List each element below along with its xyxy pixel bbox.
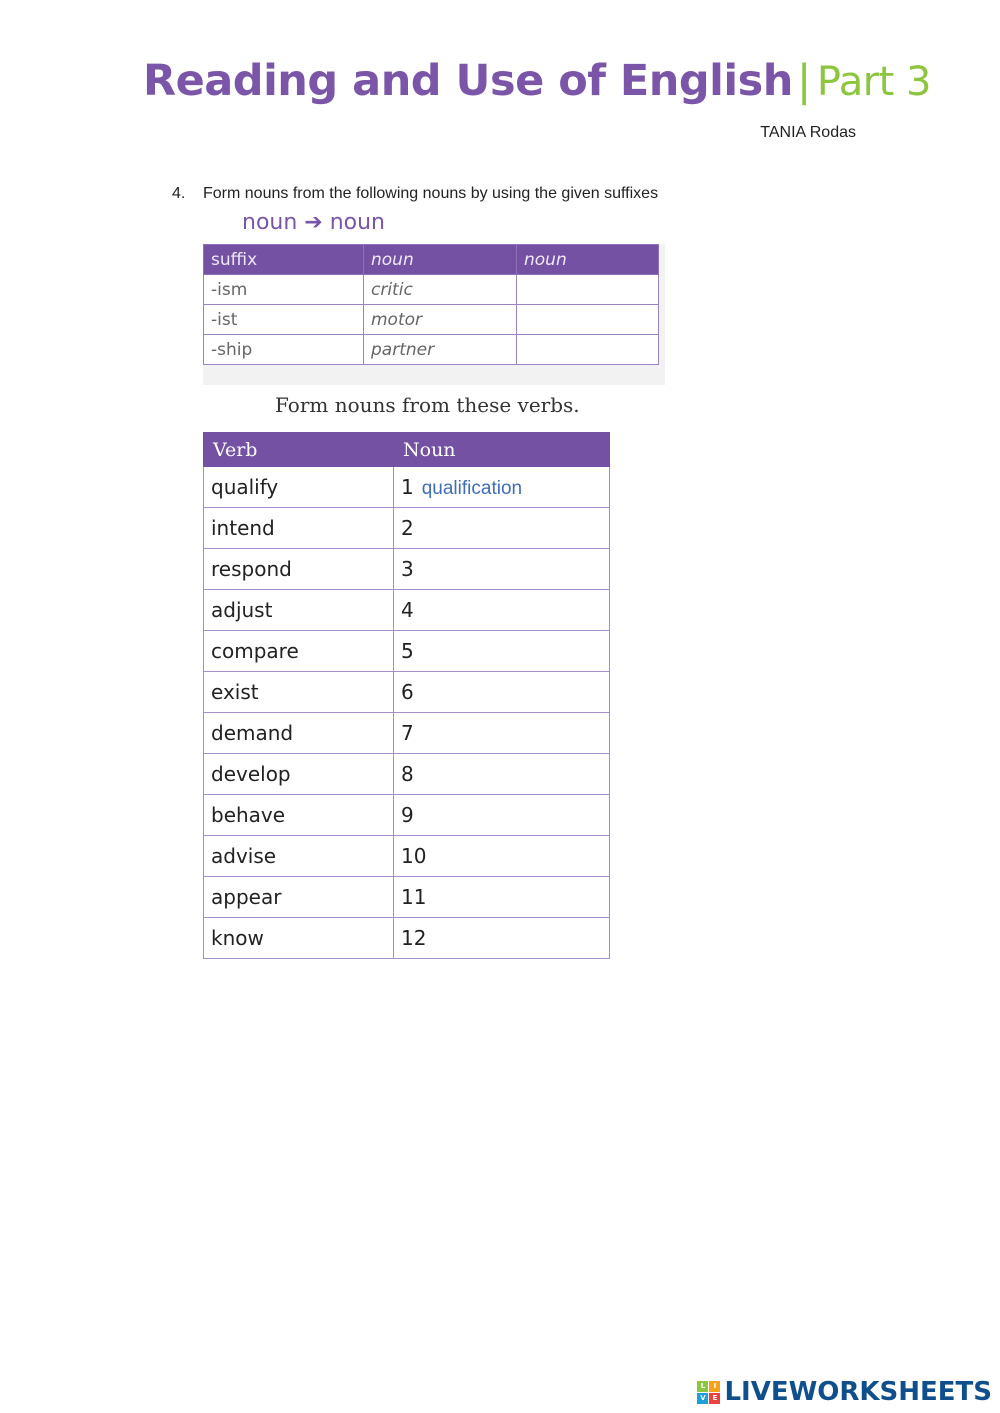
suffix-table-header-row <box>204 245 659 275</box>
verbs-heading: Form nouns from these verbs. <box>275 393 580 417</box>
exercise-instruction <box>172 185 658 203</box>
noun-answer-cell <box>394 713 610 754</box>
exercise-number: 4. <box>172 185 186 202</box>
answer-input-critic[interactable] <box>517 275 659 305</box>
verb-cell: demand <box>204 713 394 754</box>
table-row <box>204 335 659 365</box>
noun-cell: critic <box>364 275 517 305</box>
noun-answer-cell <box>394 754 610 795</box>
item-number: 8 <box>401 761 414 786</box>
header-suffix: suffix <box>204 245 364 275</box>
liveworksheets-logo-icon <box>697 1381 720 1404</box>
logo-tile: L <box>697 1381 708 1392</box>
noun-answer-cell <box>394 918 610 959</box>
table-row <box>204 549 610 590</box>
logo-tile: E <box>709 1393 720 1404</box>
suffix-cell: -ship <box>204 335 364 365</box>
verb-cell: advise <box>204 836 394 877</box>
noun-answer-cell <box>394 672 610 713</box>
item-number: 1 <box>401 474 414 499</box>
item-number: 2 <box>401 515 414 540</box>
verb-cell: exist <box>204 672 394 713</box>
suffix-cell: -ism <box>204 275 364 305</box>
author-name: TANIA Rodas <box>760 124 856 141</box>
table-row <box>204 590 610 631</box>
header-noun-answer: noun <box>517 245 659 275</box>
suffix-table-container <box>203 244 665 385</box>
logo-tile: I <box>709 1381 720 1392</box>
answer-input-partner[interactable] <box>517 335 659 365</box>
verb-cell: compare <box>204 631 394 672</box>
noun-answer-cell <box>394 590 610 631</box>
verb-table-header-row <box>204 433 610 467</box>
table-row <box>204 305 659 335</box>
verb-cell: intend <box>204 508 394 549</box>
suffix-table <box>203 244 659 365</box>
verb-noun-table <box>203 432 610 959</box>
title-separator: | <box>796 56 811 106</box>
table-row <box>204 713 610 754</box>
suffix-cell: -ist <box>204 305 364 335</box>
item-number: 3 <box>401 556 414 581</box>
verb-cell: develop <box>204 754 394 795</box>
noun-answer-cell <box>394 549 610 590</box>
noun-answer-cell <box>394 631 610 672</box>
header-verb: Verb <box>204 433 394 467</box>
answer-input[interactable]: qualification <box>421 477 523 499</box>
table-row <box>204 467 610 508</box>
noun-answer-cell <box>394 795 610 836</box>
verb-cell: appear <box>204 877 394 918</box>
item-number: 11 <box>401 884 427 909</box>
title-part: Part 3 <box>816 59 932 105</box>
table-row <box>204 918 610 959</box>
title-main: Reading and Use of English <box>143 56 793 106</box>
noun-answer-cell <box>394 836 610 877</box>
noun-to-noun-heading: noun ➔ noun <box>242 210 385 235</box>
noun-cell: motor <box>364 305 517 335</box>
item-number: 4 <box>401 597 414 622</box>
logo-tile: V <box>697 1393 708 1404</box>
noun-answer-cell <box>394 508 610 549</box>
noun-answer-cell <box>394 467 610 508</box>
brand-name: LIVEWORKSHEETS <box>724 1377 992 1407</box>
noun-answer-cell <box>394 877 610 918</box>
table-row <box>204 754 610 795</box>
verb-cell: know <box>204 918 394 959</box>
item-number: 9 <box>401 802 414 827</box>
table-row <box>204 275 659 305</box>
table-row <box>204 877 610 918</box>
item-number: 5 <box>401 638 414 663</box>
item-number: 12 <box>401 925 427 950</box>
table-row <box>204 508 610 549</box>
verb-cell: behave <box>204 795 394 836</box>
table-row <box>204 795 610 836</box>
liveworksheets-brand <box>697 1377 992 1407</box>
worksheet-title <box>143 56 931 106</box>
item-number: 6 <box>401 679 414 704</box>
verb-cell: adjust <box>204 590 394 631</box>
table-row <box>204 836 610 877</box>
instruction-text: Form nouns from the following nouns by using the given suffixes <box>203 185 659 202</box>
table-row <box>204 672 610 713</box>
answer-input-motor[interactable] <box>517 305 659 335</box>
item-number: 10 <box>401 843 427 868</box>
verb-cell: respond <box>204 549 394 590</box>
noun-cell: partner <box>364 335 517 365</box>
table-row <box>204 631 610 672</box>
item-number: 7 <box>401 720 414 745</box>
header-noun: noun <box>364 245 517 275</box>
header-noun: Noun <box>394 433 610 467</box>
verb-cell: qualify <box>204 467 394 508</box>
